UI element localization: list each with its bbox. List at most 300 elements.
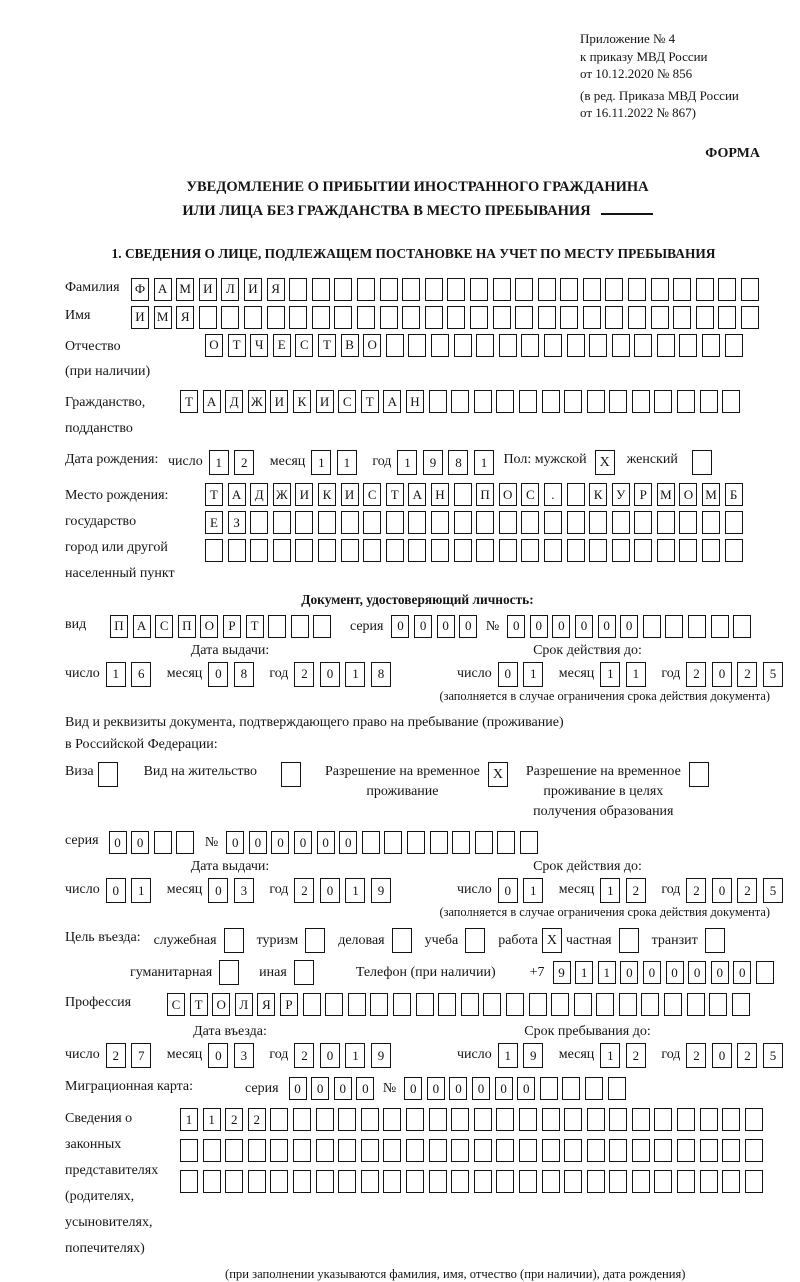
form-cell: 2 bbox=[737, 1043, 757, 1068]
form-cell bbox=[583, 306, 601, 329]
form-cell: 1 bbox=[203, 1108, 221, 1131]
firstname-row bbox=[65, 306, 770, 329]
form-cell bbox=[641, 993, 659, 1016]
form-cell bbox=[567, 483, 585, 506]
valid-date-group bbox=[425, 662, 788, 687]
temp-residence-edu-option: Разрешение на временное проживание в целях получения образования bbox=[526, 762, 709, 821]
residence-permit-checkbox bbox=[281, 762, 301, 787]
profession-label: Профессия bbox=[65, 995, 132, 1011]
residence-doc-series-row bbox=[65, 831, 770, 854]
issue-year-cells bbox=[294, 662, 396, 687]
form-cell bbox=[380, 278, 398, 301]
form-cell: О bbox=[679, 483, 697, 506]
form-cell: 1 bbox=[498, 1043, 518, 1068]
form-cell: С bbox=[338, 390, 356, 413]
form-cell bbox=[521, 539, 539, 562]
form-cell: Т bbox=[180, 390, 198, 413]
form-cell bbox=[605, 278, 623, 301]
profession-row bbox=[65, 993, 770, 1016]
form-cell bbox=[673, 278, 691, 301]
purpose-humanitarian-checkbox bbox=[219, 960, 239, 985]
form-cell bbox=[700, 1139, 718, 1162]
form-cell bbox=[605, 306, 623, 329]
form-cell bbox=[700, 1170, 718, 1193]
form-cell bbox=[499, 539, 517, 562]
form-cell: 0 bbox=[620, 961, 638, 984]
form-cell: 0 bbox=[249, 831, 267, 854]
sex-female-label: женский bbox=[626, 452, 678, 468]
form-cell bbox=[429, 390, 447, 413]
form-cell: 0 bbox=[711, 961, 729, 984]
form-cell bbox=[722, 1139, 740, 1162]
form-cell: 2 bbox=[294, 662, 314, 687]
form-cell bbox=[454, 483, 472, 506]
form-cell bbox=[402, 306, 420, 329]
form-cell bbox=[303, 993, 321, 1016]
form-cell bbox=[338, 1139, 356, 1162]
form-cell bbox=[585, 1077, 603, 1100]
form-cell: И bbox=[244, 278, 262, 301]
year-label: год bbox=[269, 1047, 289, 1063]
residence-permit-option: Вид на жительство bbox=[144, 762, 301, 787]
form-cell bbox=[203, 1170, 221, 1193]
form-cell: 5 bbox=[763, 1043, 783, 1068]
entry-date-heading: Дата въезда: bbox=[193, 1024, 267, 1040]
form-cell bbox=[741, 278, 759, 301]
form-cell bbox=[551, 993, 569, 1016]
issue-date-heading: Дата выдачи: bbox=[190, 642, 270, 658]
form-cell: 0 bbox=[131, 831, 149, 854]
form-cell: Т bbox=[228, 334, 246, 357]
form-cell bbox=[270, 1170, 288, 1193]
doc-number-label: № bbox=[485, 618, 500, 634]
purpose-private: частная bbox=[566, 928, 639, 953]
form-cell bbox=[295, 539, 313, 562]
form-cell bbox=[273, 511, 291, 534]
form-cell: 9 bbox=[523, 1043, 543, 1068]
form-cell: 0 bbox=[517, 1077, 535, 1100]
form-cell: 1 bbox=[345, 662, 365, 687]
form-cell: Ж bbox=[248, 390, 266, 413]
form-cell bbox=[515, 306, 533, 329]
form-cell bbox=[542, 390, 560, 413]
form-cell bbox=[651, 306, 669, 329]
form-cell: Л bbox=[221, 278, 239, 301]
form-cell: 0 bbox=[530, 615, 548, 638]
form-cell: 1 bbox=[474, 450, 494, 475]
temp-residence-option: Разрешение на временное проживание X bbox=[325, 762, 508, 801]
form-cell bbox=[587, 1108, 605, 1131]
form-cell: А bbox=[408, 483, 426, 506]
form-cell: 0 bbox=[339, 831, 357, 854]
form-cell: 3 bbox=[234, 1043, 254, 1068]
form-cell: Б bbox=[725, 483, 743, 506]
form-cell bbox=[474, 1139, 492, 1162]
entry-purpose-row2 bbox=[65, 960, 770, 985]
form-cell: П bbox=[178, 615, 196, 638]
form-cell bbox=[711, 615, 729, 638]
mig-series-cells bbox=[289, 1077, 379, 1100]
year-label: год bbox=[269, 882, 289, 898]
birthdate-group bbox=[168, 450, 499, 475]
form-cell bbox=[687, 993, 705, 1016]
profession-cells bbox=[167, 993, 754, 1016]
form-cell bbox=[677, 390, 695, 413]
form-cell bbox=[425, 306, 443, 329]
form-cell: 1 bbox=[131, 878, 151, 903]
title-blank-line bbox=[601, 213, 653, 215]
migration-card-label: Миграционная карта: bbox=[65, 1079, 194, 1095]
form-cell bbox=[293, 1170, 311, 1193]
form-cell: И bbox=[295, 483, 313, 506]
form-cell: К bbox=[589, 483, 607, 506]
form-cell bbox=[475, 831, 493, 854]
form-cell bbox=[596, 993, 614, 1016]
form-cell bbox=[325, 993, 343, 1016]
form-cell bbox=[519, 1108, 537, 1131]
form-cell bbox=[654, 1108, 672, 1131]
form-cell: 0 bbox=[317, 831, 335, 854]
form-cell bbox=[722, 390, 740, 413]
form-cell bbox=[609, 1108, 627, 1131]
form-cell bbox=[619, 993, 637, 1016]
form-cell bbox=[702, 334, 720, 357]
form-cell bbox=[587, 1170, 605, 1193]
form-cell bbox=[677, 1139, 695, 1162]
form-cell bbox=[316, 1108, 334, 1131]
form-cell bbox=[496, 390, 514, 413]
valid-until-heading: Срок действия до: bbox=[533, 859, 642, 875]
form-cell bbox=[270, 1108, 288, 1131]
representatives-cells bbox=[180, 1108, 767, 1198]
form-cell: М bbox=[176, 278, 194, 301]
form-cell: 1 bbox=[337, 450, 357, 475]
form-cell: 6 bbox=[131, 662, 151, 687]
form-cell: И bbox=[199, 278, 217, 301]
entry-date-headers bbox=[65, 1024, 770, 1040]
form-title-line1: УВЕДОМЛЕНИЕ О ПРИБЫТИИ ИНОСТРАННОГО ГРАЖДАНИНА bbox=[186, 178, 649, 195]
form-cell bbox=[564, 1108, 582, 1131]
form-cell bbox=[205, 539, 223, 562]
identity-doc-row bbox=[65, 615, 770, 638]
form-cell: У bbox=[612, 483, 630, 506]
form-cell: 0 bbox=[712, 662, 732, 687]
form-cell bbox=[408, 511, 426, 534]
form-cell: Т bbox=[190, 993, 208, 1016]
form-cell: С bbox=[167, 993, 185, 1016]
birth-month-cells bbox=[311, 450, 362, 475]
form-cell bbox=[745, 1108, 763, 1131]
form-cell bbox=[515, 278, 533, 301]
form-cell: 2 bbox=[686, 1043, 706, 1068]
visa-checkbox bbox=[98, 762, 118, 787]
form-cell bbox=[248, 1170, 266, 1193]
form-cell bbox=[497, 831, 515, 854]
form-cell bbox=[688, 615, 706, 638]
form-cell: 2 bbox=[626, 878, 646, 903]
form-cell bbox=[493, 306, 511, 329]
citizenship-row bbox=[65, 390, 770, 442]
form-cell: 0 bbox=[334, 1077, 352, 1100]
section1-heading: 1. СВЕДЕНИЯ О ЛИЦЕ, ПОДЛЕЖАЩЕМ ПОСТАНОВКЕ НА УЧЕТ ПО МЕСТУ ПРЕБЫВАНИЯ bbox=[111, 245, 716, 261]
patronymic-cells bbox=[205, 334, 747, 357]
form-cell: 1 bbox=[209, 450, 229, 475]
form-cell bbox=[634, 511, 652, 534]
form-cell: Л bbox=[235, 993, 253, 1016]
form-cell bbox=[679, 539, 697, 562]
firstname-label: Имя bbox=[65, 307, 91, 323]
form-cell bbox=[632, 1108, 650, 1131]
form-cell: 2 bbox=[294, 1043, 314, 1068]
form-cell: И bbox=[341, 483, 359, 506]
form-cell: 0 bbox=[294, 831, 312, 854]
form-cell bbox=[316, 1139, 334, 1162]
form-cell: 0 bbox=[208, 662, 228, 687]
form-cell bbox=[447, 278, 465, 301]
form-cell: 1 bbox=[311, 450, 331, 475]
migration-card-row bbox=[65, 1077, 770, 1100]
mig-number-label: № bbox=[382, 1081, 397, 1097]
purpose-private-checkbox bbox=[619, 928, 639, 953]
reps-row3-cells bbox=[180, 1170, 767, 1193]
valid-date-group bbox=[425, 878, 788, 903]
form-cell bbox=[506, 993, 524, 1016]
month-label: месяц bbox=[558, 882, 595, 898]
form-cell bbox=[408, 539, 426, 562]
form-cell bbox=[430, 831, 448, 854]
month-label: месяц bbox=[558, 1047, 595, 1063]
form-cell: 0 bbox=[472, 1077, 490, 1100]
form-cell bbox=[519, 1170, 537, 1193]
form-cell bbox=[529, 993, 547, 1016]
form-cell bbox=[338, 1170, 356, 1193]
stay-year-cells bbox=[686, 1043, 788, 1068]
form-cell bbox=[542, 1170, 560, 1193]
form-cell bbox=[451, 1108, 469, 1131]
form-cell bbox=[612, 511, 630, 534]
form-cell: А bbox=[133, 615, 151, 638]
form-cell: 2 bbox=[686, 662, 706, 687]
day-label: число bbox=[457, 1047, 492, 1063]
form-title-line2: ИЛИ ЛИЦА БЕЗ ГРАЖДАНСТВА В МЕСТО ПРЕБЫВАНИЯ bbox=[65, 200, 770, 224]
form-cell: 8 bbox=[371, 662, 391, 687]
form-cell bbox=[361, 1108, 379, 1131]
form-cell: 9 bbox=[553, 961, 571, 984]
birthplace-label: Место рождения: государство город или другой населенный пункт bbox=[65, 488, 175, 581]
form-cell: С bbox=[295, 334, 313, 357]
res-number-label: № bbox=[204, 835, 219, 851]
temp-residence-checkbox: X bbox=[488, 762, 508, 787]
annex-line: от 16.11.2022 № 867) bbox=[580, 105, 697, 121]
form-cell bbox=[696, 278, 714, 301]
form-cell: 0 bbox=[712, 878, 732, 903]
form-cell bbox=[406, 1139, 424, 1162]
form-cell: 0 bbox=[552, 615, 570, 638]
entry-dates bbox=[65, 1043, 777, 1068]
entry-year-cells bbox=[294, 1043, 396, 1068]
purpose-transit-checkbox bbox=[705, 928, 725, 953]
day-label: число bbox=[65, 665, 100, 681]
form-cell bbox=[447, 306, 465, 329]
form-cell: 5 bbox=[763, 662, 783, 687]
doc-kind-cells bbox=[110, 615, 336, 638]
form-cell bbox=[225, 1170, 243, 1193]
year-label: год bbox=[661, 882, 681, 898]
representatives-row bbox=[65, 1106, 770, 1261]
annex-line: Приложение № 4 bbox=[580, 31, 676, 46]
form-cell: З bbox=[228, 511, 246, 534]
form-cell bbox=[438, 993, 456, 1016]
form-cell bbox=[589, 334, 607, 357]
form-cell bbox=[560, 306, 578, 329]
form-cell: 2 bbox=[225, 1108, 243, 1131]
form-cell bbox=[709, 993, 727, 1016]
form-cell bbox=[291, 615, 309, 638]
form-cell bbox=[540, 1077, 558, 1100]
form-cell: 2 bbox=[234, 450, 254, 475]
form-cell bbox=[677, 1170, 695, 1193]
form-cell bbox=[154, 831, 172, 854]
purpose-work: работа X bbox=[498, 928, 562, 953]
form-cell bbox=[228, 539, 246, 562]
form-cell bbox=[386, 511, 404, 534]
form-cell: И bbox=[131, 306, 149, 329]
form-cell: С bbox=[363, 483, 381, 506]
form-cell: О bbox=[205, 334, 223, 357]
valid-day-cells bbox=[498, 878, 549, 903]
form-cell bbox=[520, 831, 538, 854]
form-cell bbox=[632, 1139, 650, 1162]
form-cell: 0 bbox=[356, 1077, 374, 1100]
form-cell bbox=[454, 539, 472, 562]
valid-year-cells bbox=[686, 662, 788, 687]
form-cell bbox=[474, 390, 492, 413]
form-cell bbox=[370, 993, 388, 1016]
form-cell bbox=[538, 306, 556, 329]
residence-doc-note: (заполняется в случае ограничения срока действия документа) bbox=[439, 905, 770, 920]
form-cell bbox=[363, 539, 381, 562]
form-cell: 0 bbox=[643, 961, 661, 984]
form-cell bbox=[289, 306, 307, 329]
day-label: число bbox=[457, 665, 492, 681]
citizenship-label: Гражданство, подданство bbox=[65, 395, 146, 437]
identity-doc-dates bbox=[65, 662, 777, 687]
form-cell: 1 bbox=[626, 662, 646, 687]
form-cell: 9 bbox=[423, 450, 443, 475]
form-cell: 0 bbox=[320, 878, 340, 903]
form-cell bbox=[250, 511, 268, 534]
form-cell bbox=[700, 1108, 718, 1131]
form-cell bbox=[348, 993, 366, 1016]
form-cell: 0 bbox=[712, 1043, 732, 1068]
form-cell bbox=[361, 1139, 379, 1162]
form-cell: 1 bbox=[600, 878, 620, 903]
form-cell bbox=[583, 278, 601, 301]
mig-series-label: серия bbox=[245, 1081, 279, 1097]
form-cell bbox=[425, 278, 443, 301]
form-cell: 0 bbox=[289, 1077, 307, 1100]
form-cell bbox=[542, 1139, 560, 1162]
form-cell bbox=[483, 993, 501, 1016]
issue-month-cells bbox=[208, 662, 259, 687]
form-cell bbox=[664, 993, 682, 1016]
form-cell bbox=[454, 511, 472, 534]
residence-doc-date-headers bbox=[65, 859, 770, 875]
purpose-other-checkbox bbox=[294, 960, 314, 985]
form-cell: Ч bbox=[250, 334, 268, 357]
patronymic-label: Отчество (при наличии) bbox=[65, 338, 151, 380]
issue-date-group bbox=[65, 878, 425, 903]
form-cell bbox=[318, 539, 336, 562]
form-cell: 0 bbox=[437, 615, 455, 638]
form-cell: Е bbox=[205, 511, 223, 534]
doc-number-cells bbox=[507, 615, 756, 638]
form-cell: О bbox=[363, 334, 381, 357]
form-cell bbox=[756, 961, 774, 984]
form-cell: 1 bbox=[600, 1043, 620, 1068]
form-cell bbox=[334, 278, 352, 301]
form-cell: 0 bbox=[109, 831, 127, 854]
form-cell bbox=[745, 1139, 763, 1162]
form-cell bbox=[384, 831, 402, 854]
issue-date-group bbox=[65, 662, 425, 687]
form-cell bbox=[564, 1139, 582, 1162]
form-cell bbox=[268, 615, 286, 638]
temp-residence-edu-checkbox bbox=[689, 762, 709, 787]
form-cell bbox=[380, 306, 398, 329]
birthdate-label: Дата рождения: bbox=[65, 452, 159, 468]
form-cell: 1 bbox=[180, 1108, 198, 1131]
doc-series-cells bbox=[391, 615, 481, 638]
citizenship-cells bbox=[180, 390, 745, 413]
form-cell: Р bbox=[280, 993, 298, 1016]
form-cell bbox=[312, 306, 330, 329]
visa-option: Виза bbox=[65, 762, 118, 787]
form-cell bbox=[702, 539, 720, 562]
form-cell bbox=[634, 334, 652, 357]
form-cell bbox=[357, 306, 375, 329]
purpose-business-checkbox bbox=[224, 928, 244, 953]
form-cell bbox=[474, 1170, 492, 1193]
patronymic-row bbox=[65, 334, 770, 386]
form-cell bbox=[587, 390, 605, 413]
form-cell: О bbox=[200, 615, 218, 638]
form-cell: А bbox=[203, 390, 221, 413]
year-label: год bbox=[269, 665, 289, 681]
form-cell: С bbox=[521, 483, 539, 506]
stay-month-cells bbox=[600, 1043, 651, 1068]
form-cell bbox=[564, 390, 582, 413]
form-cell: К bbox=[318, 483, 336, 506]
phone-prefix: +7 bbox=[529, 965, 545, 981]
valid-month-cells bbox=[600, 662, 651, 687]
birthplace-cells bbox=[205, 483, 747, 567]
form-cell: Т bbox=[386, 483, 404, 506]
form-cell: 9 bbox=[371, 1043, 391, 1068]
birth-day-cells bbox=[209, 450, 260, 475]
form-cell bbox=[612, 334, 630, 357]
form-cell: 1 bbox=[600, 662, 620, 687]
form-cell bbox=[429, 1139, 447, 1162]
annex-line: от 10.12.2020 № 856 bbox=[580, 66, 693, 82]
form-cell: К bbox=[293, 390, 311, 413]
form-cell: В bbox=[341, 334, 359, 357]
form-cell: Т bbox=[361, 390, 379, 413]
form-cell bbox=[722, 1170, 740, 1193]
form-cell: 0 bbox=[598, 615, 616, 638]
form-cell bbox=[562, 1077, 580, 1100]
form-cell: А bbox=[383, 390, 401, 413]
